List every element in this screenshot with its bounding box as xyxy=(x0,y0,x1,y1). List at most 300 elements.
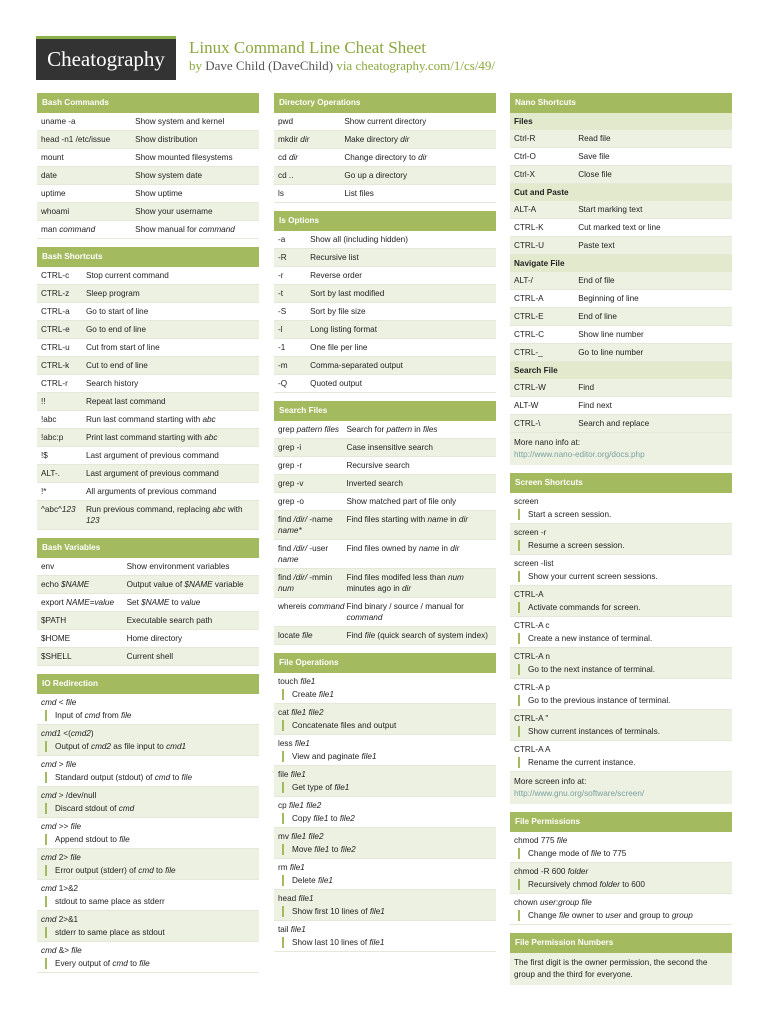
command-cell: export NAME=value xyxy=(41,598,115,607)
command-cell: grep -v xyxy=(278,479,304,488)
table-row xyxy=(37,321,259,339)
list-item xyxy=(510,493,732,524)
description-cell: Current shell xyxy=(126,652,174,661)
list-item xyxy=(274,859,496,890)
description-text: Error output (stderr) of cmd to file xyxy=(45,865,255,876)
description-cell: Cut to end of line xyxy=(85,361,148,370)
table-row xyxy=(37,429,259,447)
table-row xyxy=(274,167,496,185)
table-row xyxy=(510,290,732,308)
author-link[interactable]: Dave Child (DaveChild) xyxy=(205,58,334,73)
section-body xyxy=(37,113,259,239)
table-row xyxy=(37,648,259,666)
command-cell: grep -r xyxy=(278,461,303,470)
command-cell: -t xyxy=(278,289,284,298)
command-text: touch file1 xyxy=(278,677,316,686)
list-item xyxy=(510,555,732,586)
table-row xyxy=(37,411,259,429)
table-row xyxy=(37,221,259,239)
command-cell: CTRL-\ xyxy=(514,419,541,428)
section-header: File Permission Numbers xyxy=(510,933,732,953)
table-row xyxy=(510,237,732,255)
table-row xyxy=(274,339,496,357)
table-row xyxy=(510,201,732,219)
command-cell: whereis command xyxy=(278,602,345,611)
description-cell: Find next xyxy=(578,401,612,410)
table-row xyxy=(37,375,259,393)
table-row xyxy=(510,272,732,290)
command-cell: $PATH xyxy=(41,616,67,625)
description-text: Delete file1 xyxy=(282,875,492,886)
description-cell: Search history xyxy=(85,379,139,388)
description-cell: Show distribution xyxy=(135,135,198,144)
subheading: Cut and Paste xyxy=(510,184,732,201)
command-cell: !abc xyxy=(41,415,57,424)
command-cell: mkdir dir xyxy=(278,135,310,144)
list-item xyxy=(510,679,732,710)
table-row xyxy=(274,511,496,540)
description-cell: All arguments of previous command xyxy=(85,487,217,496)
description-cell: Sort by file size xyxy=(310,307,366,316)
description-cell: Show uptime xyxy=(135,189,183,198)
description-cell: Long listing format xyxy=(310,325,377,334)
table-row xyxy=(37,149,259,167)
section-header: Bash Shortcuts xyxy=(37,247,259,267)
list-item xyxy=(274,797,496,828)
command-text: CTRL-A c xyxy=(514,621,550,630)
description-text: Every output of cmd to file xyxy=(45,958,255,969)
command-text: tail file1 xyxy=(278,925,306,934)
command-cell: cd .. xyxy=(278,171,294,180)
table-row xyxy=(510,219,732,237)
list-item xyxy=(37,880,259,911)
section-header: Bash Commands xyxy=(37,93,259,113)
paragraph: The first digit is the owner permission, the second the group and the third for everyone. xyxy=(510,953,732,985)
description-cell: Search for pattern in files xyxy=(346,425,438,434)
description-cell: Show system date xyxy=(135,171,203,180)
description-text: Recursively chmod folder to 600 xyxy=(518,879,728,890)
section-body xyxy=(274,421,496,645)
description-cell: Go to line number xyxy=(578,348,644,357)
list-item xyxy=(510,863,732,894)
table-row xyxy=(37,285,259,303)
command-cell: -1 xyxy=(278,343,286,352)
list-item xyxy=(510,586,732,617)
table-row xyxy=(510,166,732,184)
list-item xyxy=(510,741,732,772)
command-cell: grep -o xyxy=(278,497,304,506)
table-row xyxy=(37,630,259,648)
section-body xyxy=(510,113,732,465)
command-cell: man command xyxy=(41,225,96,234)
command-text: screen xyxy=(514,497,539,506)
description-cell: Output value of $NAME variable xyxy=(126,580,244,589)
command-cell: Ctrl-O xyxy=(514,152,536,161)
description-cell: Show current directory xyxy=(344,117,427,126)
list-item xyxy=(510,832,732,863)
table-row xyxy=(274,475,496,493)
table-row xyxy=(37,303,259,321)
description-cell: End of file xyxy=(578,276,615,285)
table-row xyxy=(274,321,496,339)
description-cell: Sort by last modified xyxy=(310,289,385,298)
column-3 xyxy=(510,93,732,993)
description-text: Append stdout to file xyxy=(45,834,255,845)
table-row xyxy=(37,203,259,221)
description-cell: Find xyxy=(578,383,595,392)
description-cell: Show matched part of file only xyxy=(346,497,457,506)
section-header: File Permissions xyxy=(510,812,732,832)
list-item xyxy=(510,894,732,925)
command-text: less file1 xyxy=(278,739,310,748)
section-header: File Operations xyxy=(274,653,496,673)
description-text: View and paginate file1 xyxy=(282,751,492,762)
section-body xyxy=(274,231,496,393)
subheading: Files xyxy=(510,113,732,130)
command-cell: env xyxy=(41,562,55,571)
section-body xyxy=(37,267,259,530)
subheading: Search File xyxy=(510,362,732,379)
command-cell: CTRL-k xyxy=(41,361,70,370)
description-cell: Show mounted filesystems xyxy=(135,153,233,162)
description-text: Standard output (stdout) of cmd to file xyxy=(45,772,255,783)
table-row xyxy=(510,130,732,148)
table-row xyxy=(274,267,496,285)
command-cell: locate file xyxy=(278,631,313,640)
description-text: Go to the previous instance of terminal. xyxy=(518,695,728,706)
sheet-title: Linux Command Line Cheat Sheet xyxy=(189,38,427,57)
description-cell: Quoted output xyxy=(310,379,362,388)
command-cell: CTRL-r xyxy=(41,379,68,388)
cheatography-logo[interactable]: Cheatography xyxy=(36,36,176,80)
list-item xyxy=(37,725,259,756)
command-cell: CTRL-c xyxy=(41,271,70,280)
command-text: cmd 2>&1 xyxy=(41,915,79,924)
command-text: cmd &> file xyxy=(41,946,82,955)
list-item xyxy=(274,673,496,704)
list-item xyxy=(37,694,259,725)
section-body xyxy=(274,113,496,203)
description-cell: Find files owned by name in dir xyxy=(346,544,460,553)
description-cell: End of line xyxy=(578,312,617,321)
command-cell: echo $NAME xyxy=(41,580,90,589)
table-row xyxy=(37,267,259,285)
description-text: Show first 10 lines of file1 xyxy=(282,906,492,917)
table-row xyxy=(274,113,496,131)
command-cell: ALT-A xyxy=(514,205,537,214)
description-cell: Save file xyxy=(578,152,610,161)
command-text: cmd 2> file xyxy=(41,853,81,862)
description-text: Create file1 xyxy=(282,689,492,700)
table-row xyxy=(274,249,496,267)
command-text: CTRL-A xyxy=(514,590,544,599)
column-2 xyxy=(274,93,496,960)
command-text: file file1 xyxy=(278,770,306,779)
command-cell: CTRL-C xyxy=(514,330,545,339)
table-row xyxy=(37,113,259,131)
description-cell: Go up a directory xyxy=(344,171,408,180)
command-cell: ^abc^123 xyxy=(41,505,76,514)
description-cell: Go to end of line xyxy=(85,325,147,334)
byline-via: via xyxy=(336,58,353,73)
list-item xyxy=(510,648,732,679)
description-cell: Search and replace xyxy=(578,419,650,428)
section-screen-shortcuts xyxy=(510,473,732,804)
command-cell: CTRL-A xyxy=(514,294,544,303)
section-bash-commands xyxy=(37,93,259,239)
table-row xyxy=(37,501,259,530)
table-row xyxy=(37,576,259,594)
description-cell: Stop current command xyxy=(85,271,169,280)
list-item xyxy=(37,756,259,787)
description-text: stdout to same place as stderr xyxy=(45,896,255,907)
more-info-note: More screen info at: http://www.gnu.org/software/screen/ xyxy=(510,772,732,804)
table-row xyxy=(274,185,496,203)
description-cell: List files xyxy=(344,189,374,198)
command-cell: find /dir/ -name name* xyxy=(278,515,333,535)
command-cell: CTRL-K xyxy=(514,223,544,232)
description-text: Discard stdout of cmd xyxy=(45,803,255,814)
description-cell: Cut from start of line xyxy=(85,343,160,352)
description-text: Concatenate files and output xyxy=(282,720,492,731)
command-text: cmd 1>&2 xyxy=(41,884,79,893)
command-cell: !$ xyxy=(41,451,48,460)
list-item xyxy=(37,911,259,942)
command-text: screen -r xyxy=(514,528,547,537)
command-cell: -Q xyxy=(278,379,288,388)
command-cell: CTRL-W xyxy=(514,383,546,392)
table-row xyxy=(274,540,496,569)
command-cell: whoami xyxy=(41,207,70,216)
command-cell: -S xyxy=(278,307,287,316)
command-cell: find /dir/ -mmin num xyxy=(278,573,333,593)
description-cell: Recursive search xyxy=(346,461,410,470)
command-text: cmd > /dev/null xyxy=(41,791,97,800)
description-cell: Case insensitive search xyxy=(346,443,433,452)
section-body xyxy=(510,953,732,985)
description-text: Input of cmd from file xyxy=(45,710,255,721)
description-cell: Cut marked text or line xyxy=(578,223,661,232)
table-row xyxy=(37,483,259,501)
command-cell: -R xyxy=(278,253,287,262)
section-directory-operations xyxy=(274,93,496,203)
command-cell: CTRL-_ xyxy=(514,348,543,357)
description-cell: Show your username xyxy=(135,207,213,216)
table-row xyxy=(274,421,496,439)
command-text: cat file1 file2 xyxy=(278,708,324,717)
description-cell: Show line number xyxy=(578,330,644,339)
table-row xyxy=(274,627,496,645)
description-text: Change mode of file to 775 xyxy=(518,848,728,859)
description-cell: Last argument of previous command xyxy=(85,451,219,460)
table-row xyxy=(510,379,732,397)
list-item xyxy=(274,766,496,797)
list-item xyxy=(274,704,496,735)
byline-by: by xyxy=(189,58,202,73)
command-cell: CTRL-a xyxy=(41,307,70,316)
description-cell: Show system and kernel xyxy=(135,117,225,126)
section-io-redirection xyxy=(37,674,259,973)
table-row xyxy=(37,131,259,149)
list-item xyxy=(510,617,732,648)
description-cell: Inverted search xyxy=(346,479,403,488)
description-cell: Sleep program xyxy=(85,289,140,298)
description-cell: Find files starting with name in dir xyxy=(346,515,468,524)
description-cell: Recursive list xyxy=(310,253,359,262)
column-1 xyxy=(37,93,259,981)
table-row xyxy=(274,285,496,303)
description-text: Show your current screen sessions. xyxy=(518,571,728,582)
command-text: cmd > file xyxy=(41,760,77,769)
section-header: Bash Variables xyxy=(37,538,259,558)
command-cell: CTRL-U xyxy=(514,241,545,250)
section-body xyxy=(274,673,496,952)
table-row xyxy=(37,465,259,483)
description-text: Resume a screen session. xyxy=(518,540,728,551)
command-text: chmod 775 file xyxy=(514,836,568,845)
source-link[interactable]: cheatography.com/1/cs/49/ xyxy=(355,58,496,73)
command-cell: ALT-/ xyxy=(514,276,533,285)
command-cell: !abc:p xyxy=(41,433,64,442)
command-text: CTRL-A n xyxy=(514,652,550,661)
table-row xyxy=(510,397,732,415)
command-cell: CTRL-z xyxy=(41,289,70,298)
command-cell: grep -i xyxy=(278,443,302,452)
table-row xyxy=(510,344,732,362)
table-row xyxy=(510,326,732,344)
command-cell: grep pattern files xyxy=(278,425,339,434)
table-row xyxy=(274,439,496,457)
command-text: rm file1 xyxy=(278,863,305,872)
section-nano-shortcuts xyxy=(510,93,732,465)
table-row xyxy=(37,594,259,612)
table-row xyxy=(510,148,732,166)
byline xyxy=(189,58,495,74)
description-text: Rename the current instance. xyxy=(518,757,728,768)
description-cell: Change directory to dir xyxy=(344,153,428,162)
description-text: Move file1 to file2 xyxy=(282,844,492,855)
list-item xyxy=(510,524,732,555)
section-file-permissions xyxy=(510,812,732,925)
command-cell: cd dir xyxy=(278,153,299,162)
section-header: Directory Operations xyxy=(274,93,496,113)
command-text: chown user:group file xyxy=(514,898,592,907)
command-text: cmd >> file xyxy=(41,822,82,831)
command-cell: CTRL-u xyxy=(41,343,70,352)
table-row xyxy=(37,447,259,465)
section-body xyxy=(510,493,732,804)
description-cell: Run last command starting with abc xyxy=(85,415,216,424)
description-cell: Go to start of line xyxy=(85,307,149,316)
command-cell: uptime xyxy=(41,189,66,198)
table-row xyxy=(37,558,259,576)
command-text: cmd < file xyxy=(41,698,77,707)
subheading: Navigate File xyxy=(510,255,732,272)
more-info-note: More nano info at: http://www.nano-editor.org/docs.php xyxy=(510,433,732,465)
command-cell: mount xyxy=(41,153,64,162)
command-cell: head -n1 /etc/issue xyxy=(41,135,111,144)
description-text: Start a screen session. xyxy=(518,509,728,520)
description-text: Change file owner to user and group to group xyxy=(518,910,728,921)
list-item xyxy=(274,890,496,921)
command-cell: $SHELL xyxy=(41,652,72,661)
description-cell: One file per line xyxy=(310,343,368,352)
command-cell: -l xyxy=(278,325,283,334)
command-cell: !! xyxy=(41,397,46,406)
command-text: cmd1 <(cmd2) xyxy=(41,729,94,738)
section-body xyxy=(37,558,259,666)
description-text: Get type of file1 xyxy=(282,782,492,793)
description-cell: Find files modifed less than num minutes ago in dir xyxy=(346,573,464,593)
table-row xyxy=(37,185,259,203)
description-cell: Show environment variables xyxy=(126,562,230,571)
command-cell: uname -a xyxy=(41,117,76,126)
command-text: CTRL-A p xyxy=(514,683,550,692)
section-header: ls Options xyxy=(274,211,496,231)
list-item xyxy=(510,710,732,741)
list-item xyxy=(274,735,496,766)
table-row xyxy=(37,357,259,375)
table-row xyxy=(274,375,496,393)
table-row xyxy=(274,131,496,149)
description-cell: Show manual for command xyxy=(135,225,235,234)
command-cell: pwd xyxy=(278,117,294,126)
section-body xyxy=(37,694,259,973)
section-file-operations xyxy=(274,653,496,952)
command-cell: date xyxy=(41,171,57,180)
section-header: Search Files xyxy=(274,401,496,421)
list-item xyxy=(274,828,496,859)
command-text: mv file1 file2 xyxy=(278,832,324,841)
description-text: Create a new instance of terminal. xyxy=(518,633,728,644)
table-row xyxy=(274,357,496,375)
info-link[interactable]: http://www.nano-editor.org/docs.php xyxy=(514,450,645,459)
info-link[interactable]: http://www.gnu.org/software/screen/ xyxy=(514,789,645,798)
command-cell: Ctrl-X xyxy=(514,170,535,179)
command-cell: ALT-W xyxy=(514,401,539,410)
command-text: cp file1 file2 xyxy=(278,801,322,810)
table-row xyxy=(37,393,259,411)
list-item xyxy=(37,942,259,973)
description-cell: Set $NAME to value xyxy=(126,598,201,607)
section-header: Nano Shortcuts xyxy=(510,93,732,113)
list-item xyxy=(37,787,259,818)
description-text: Show last 10 lines of file1 xyxy=(282,937,492,948)
section-header: Screen Shortcuts xyxy=(510,473,732,493)
command-cell: $HOME xyxy=(41,634,71,643)
description-cell: Start marking text xyxy=(578,205,643,214)
section-body xyxy=(510,832,732,925)
command-cell: find /dir/ -user name xyxy=(278,544,329,564)
table-row xyxy=(274,569,496,598)
table-row xyxy=(274,231,496,249)
table-row xyxy=(274,598,496,627)
description-cell: Executable search path xyxy=(126,616,213,625)
command-cell: -m xyxy=(278,361,288,370)
list-item xyxy=(274,921,496,952)
command-text: screen -list xyxy=(514,559,554,568)
description-cell: Beginning of line xyxy=(578,294,639,303)
description-cell: Make directory dir xyxy=(344,135,410,144)
table-row xyxy=(37,339,259,357)
description-cell: Comma-separated output xyxy=(310,361,403,370)
table-row xyxy=(274,457,496,475)
description-text: Activate commands for screen. xyxy=(518,602,728,613)
description-cell: Show all (including hidden) xyxy=(310,235,408,244)
description-text: Output of cmd2 as file input to cmd1 xyxy=(45,741,255,752)
description-cell: Last argument of previous command xyxy=(85,469,219,478)
description-cell: Run previous command, replacing abc with 123 xyxy=(85,505,243,525)
